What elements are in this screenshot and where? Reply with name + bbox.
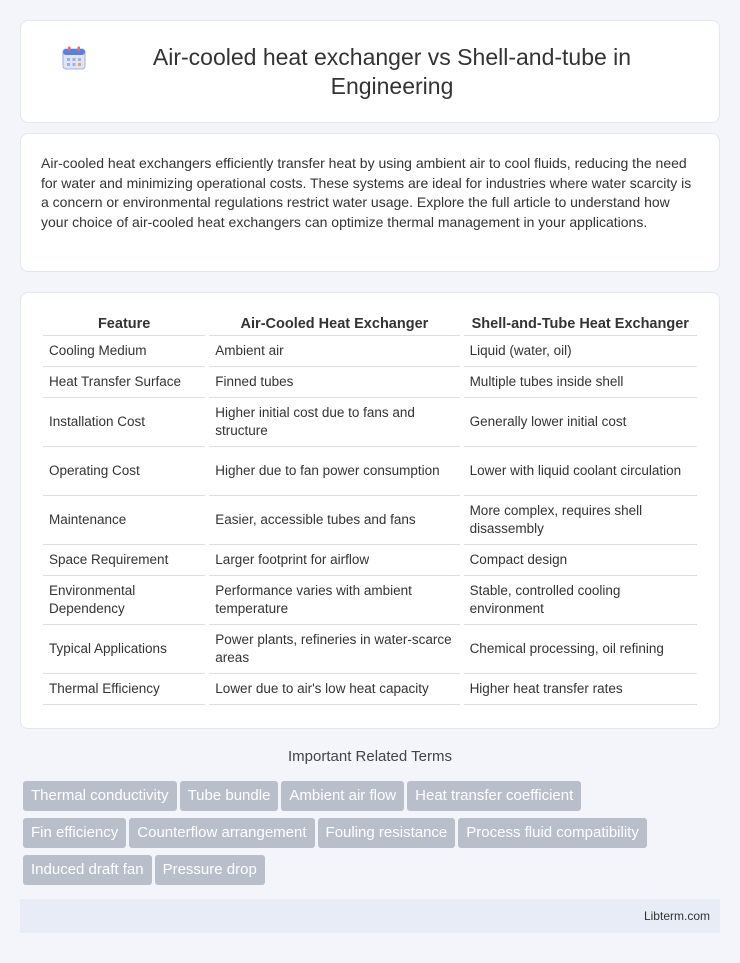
cell-feature: Cooling Medium [43,336,205,367]
cell-shell-tube: Lower with liquid coolant circulation [464,447,697,496]
cell-shell-tube: More complex, requires shell disassembly [464,496,697,545]
cell-feature: Environmental Dependency [43,576,205,625]
tag-counterflow-arrangement[interactable]: Counterflow arrangement [129,818,314,848]
tag-ambient-air-flow[interactable]: Ambient air flow [281,781,404,811]
table-row [43,576,697,625]
cell-feature: Thermal Efficiency [43,674,205,705]
cell-shell-tube: Higher heat transfer rates [464,674,697,705]
page-title: Air-cooled heat exchanger vs Shell-and-tube in Engineering [152,43,632,99]
table-row [43,545,697,576]
intro-card [20,133,720,272]
cell-feature: Maintenance [43,496,205,545]
cell-air-cooled: Larger footprint for airflow [209,545,459,576]
tag-thermal-conductivity[interactable]: Thermal conductivity [23,781,177,811]
tag-tube-bundle[interactable]: Tube bundle [180,781,279,811]
tag-induced-draft-fan[interactable]: Induced draft fan [23,855,152,885]
table-row [43,398,697,447]
cell-feature: Typical Applications [43,625,205,674]
cell-shell-tube: Multiple tubes inside shell [464,367,697,398]
tag-fin-efficiency[interactable]: Fin efficiency [23,818,126,848]
cell-feature: Heat Transfer Surface [43,367,205,398]
related-terms-list [23,781,723,892]
cell-air-cooled: Performance varies with ambient temperature [209,576,459,625]
footer-site-link[interactable]: Libterm.com [643,909,710,923]
header-feature: Feature [43,313,205,336]
cell-air-cooled: Ambient air [209,336,459,367]
cell-air-cooled: Finned tubes [209,367,459,398]
cell-shell-tube: Compact design [464,545,697,576]
table-row [43,447,697,496]
cell-feature: Space Requirement [43,545,205,576]
comparison-card [20,292,720,729]
tag-heat-transfer-coefficient[interactable]: Heat transfer coefficient [407,781,581,811]
table-row [43,625,697,674]
cell-shell-tube: Liquid (water, oil) [464,336,697,367]
table-row [43,496,697,545]
cell-air-cooled: Higher initial cost due to fans and structure [209,398,459,447]
cell-air-cooled: Higher due to fan power consumption [209,447,459,496]
header-air-cooled: Air-Cooled Heat Exchanger [209,313,459,336]
intro-text: Air-cooled heat exchangers efficiently transfer heat by using ambient air to cool fluids, reducing the need for water and minimizing operational costs. These systems are ideal for industries where water scarcity is a concern or environmental regulations restrict water usage. Explore the full article to understand how your choice of air-cooled heat exchangers can optimize thermal management in your applications. [41,155,692,230]
cell-feature: Operating Cost [43,447,205,496]
table-row [43,367,697,398]
header-card [20,20,720,123]
cell-air-cooled: Lower due to air's low heat capacity [209,674,459,705]
cell-shell-tube: Chemical processing, oil refining [464,625,697,674]
cell-feature: Installation Cost [43,398,205,447]
related-terms-title: Important Related Terms [288,748,452,765]
cell-shell-tube: Generally lower initial cost [464,398,697,447]
tag-pressure-drop[interactable]: Pressure drop [155,855,265,885]
cell-air-cooled: Easier, accessible tubes and fans [209,496,459,545]
calendar-icon [61,45,87,71]
cell-air-cooled: Power plants, refineries in water-scarce areas [209,625,459,674]
footer [20,899,720,933]
tag-process-fluid-compatibility[interactable]: Process fluid compatibility [458,818,647,848]
cell-shell-tube: Stable, controlled cooling environment [464,576,697,625]
table-row [43,336,697,367]
tag-fouling-resistance[interactable]: Fouling resistance [318,818,456,848]
header-shell-tube: Shell-and-Tube Heat Exchanger [464,313,697,336]
table-row [43,674,697,705]
comparison-table [39,313,701,705]
